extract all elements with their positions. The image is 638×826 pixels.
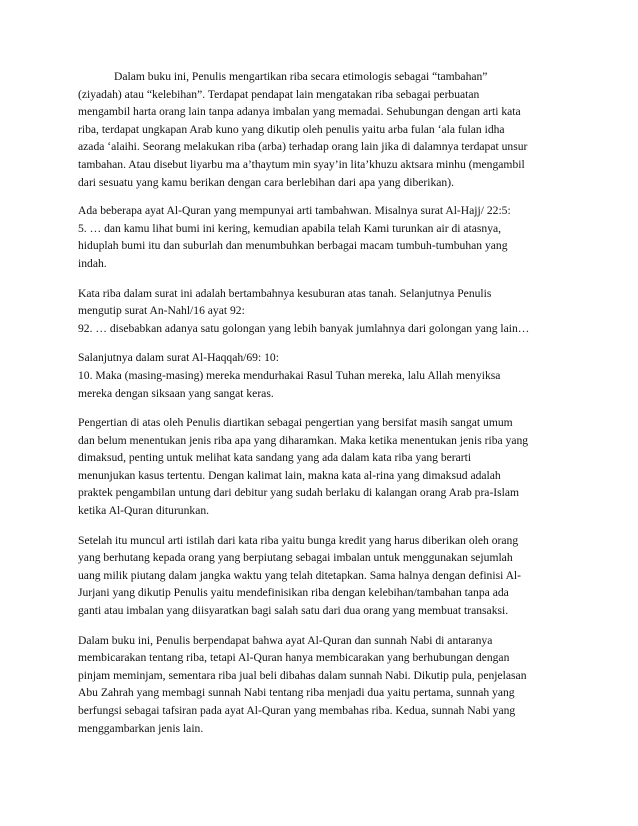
text-line: tambahan. Atau disebut liyarbu ma a’thaytum min syay’in lita’khuzu aktsara minhu (mengambil xyxy=(78,157,525,171)
text-line: Setelah itu muncul arti istilah dari kata riba yaitu bunga kredit yang harus diberikan oleh orang xyxy=(78,533,519,547)
paragraph-5 xyxy=(78,414,568,520)
text-line: membicarakan tentang riba, tetapi Al-Quran hanya membicarakan yang berhubungan dengan xyxy=(78,651,510,665)
text-line: (ziyadah) atau “kelebihan”. Terdapat pendapat lain mengatakan riba sebagai perbuatan xyxy=(78,87,480,101)
text-line: indah. xyxy=(78,256,107,270)
text-line: Dalam buku ini, Penulis berpendapat bahwa ayat Al-Quran dan sunnah Nabi di antaranya xyxy=(78,633,493,647)
text-line: dan belum menentukan jenis riba apa yang diharamkan. Maka ketika menentukan jenis riba yang xyxy=(78,433,529,447)
text-line: ketika Al-Quran diturunkan. xyxy=(78,504,210,518)
paragraph-2 xyxy=(78,202,568,272)
text-line: 10. Maka (masing-masing) mereka mendurhakai Rasul Tuhan mereka, lalu Allah menyiksa xyxy=(78,368,501,382)
text-line: yang berhutang kepada orang yang berpiutang sebagai imbalan untuk menggunakan sejumlah xyxy=(78,551,513,565)
text-line: Dalam buku ini, Penulis mengartikan riba secara etimologis sebagai “tambahan” xyxy=(114,70,488,83)
paragraph-3 xyxy=(78,285,568,338)
text-line: mengutip surat An-Nahl/16 ayat 92: xyxy=(78,304,245,318)
paragraph-6 xyxy=(78,532,568,620)
text-line: 92. … disebabkan adanya satu golongan yang lebih banyak jumlahnya dari golongan yang lain… xyxy=(78,321,530,335)
text-line: azada ‘alaihi. Seorang melakukan riba (arba) terhadap orang lain jika di dalamnya terdapat unsur xyxy=(78,140,528,154)
text-line: mereka dengan siksaan yang sangat keras. xyxy=(78,386,274,400)
text-line: menunjukan kasus tertentu. Dengan kalimat lain, makna kata al-rina yang dimaksud adalah xyxy=(78,468,501,482)
text-line: mengambil harta orang lain tanpa adanya imbalan yang memadai. Sehubungan dengan arti kata xyxy=(78,105,521,119)
text-line: menggambarkan jenis lain. xyxy=(78,721,204,735)
text-line: Kata riba dalam surat ini adalah bertambahnya kesuburan atas tanah. Selanjutnya Penulis xyxy=(78,286,492,300)
text-line: Jurjani yang dikutip Penulis yaitu mendefinisikan riba dengan kelebihan/tambahan tanpa ada xyxy=(78,586,509,600)
text-line: uang milik piutang dalam jangka waktu yang telah ditetapkan. Sama halnya dengan definisi Al- xyxy=(78,568,522,582)
text-line: Salanjutnya dalam surat Al-Haqqah/69: 10: xyxy=(78,351,279,365)
paragraph-7 xyxy=(78,632,568,738)
text-line: 5. … dan kamu lihat bumi ini kering, kemudian apabila telah Kami turunkan air di atasnya, xyxy=(78,221,502,235)
text-line: dari sesuatu yang kamu berikan dengan cara berlebihan dari apa yang diberikan). xyxy=(78,175,454,189)
text-line: Ada beberapa ayat Al-Quran yang mempunyai arti tambahwan. Misalnya surat Al-Hajj/ 22:5: xyxy=(78,204,511,218)
text-line: berfungsi sebagai tafsiran pada ayat Al-Quran yang membahas riba. Kedua, sunnah Nabi yang xyxy=(78,704,516,717)
text-line: dimaksud, penting untuk melihat kata sandang yang ada dalam kata riba yang berarti xyxy=(78,451,472,465)
paragraph-1 xyxy=(78,68,568,191)
text-line: ganti atau imbalan yang diisyaratkan bagi salah satu dari dua orang yang membuat transaksi. xyxy=(78,604,509,618)
text-line: pinjam meminjam, sementara riba jual beli dibahas dalam sunnah Nabi. Dikutip pula, penjelasan xyxy=(78,668,527,682)
text-line: riba, terdapat ungkapan Arab kuno yang dikutip oleh penulis yaitu arba fulan ‘ala fulan idha xyxy=(78,122,505,136)
text-line: praktek pengambilan untung dari debitur yang sudah berlaku di kalangan orang Arab pra-Islam xyxy=(78,486,520,500)
paragraph-4 xyxy=(78,349,568,402)
text-line: Abu Zahrah yang membagi sunnah Nabi tentang riba menjadi dua yaitu pertama, sunnah yang xyxy=(78,686,515,700)
text-line: Pengertian di atas oleh Penulis diartikan sebagai pengertian yang bersifat masih sangat umum xyxy=(78,416,513,430)
text-line: hiduplah bumi itu dan suburlah dan menumbuhkan berbagai macam tumbuh-tumbuhan yang xyxy=(78,239,508,253)
